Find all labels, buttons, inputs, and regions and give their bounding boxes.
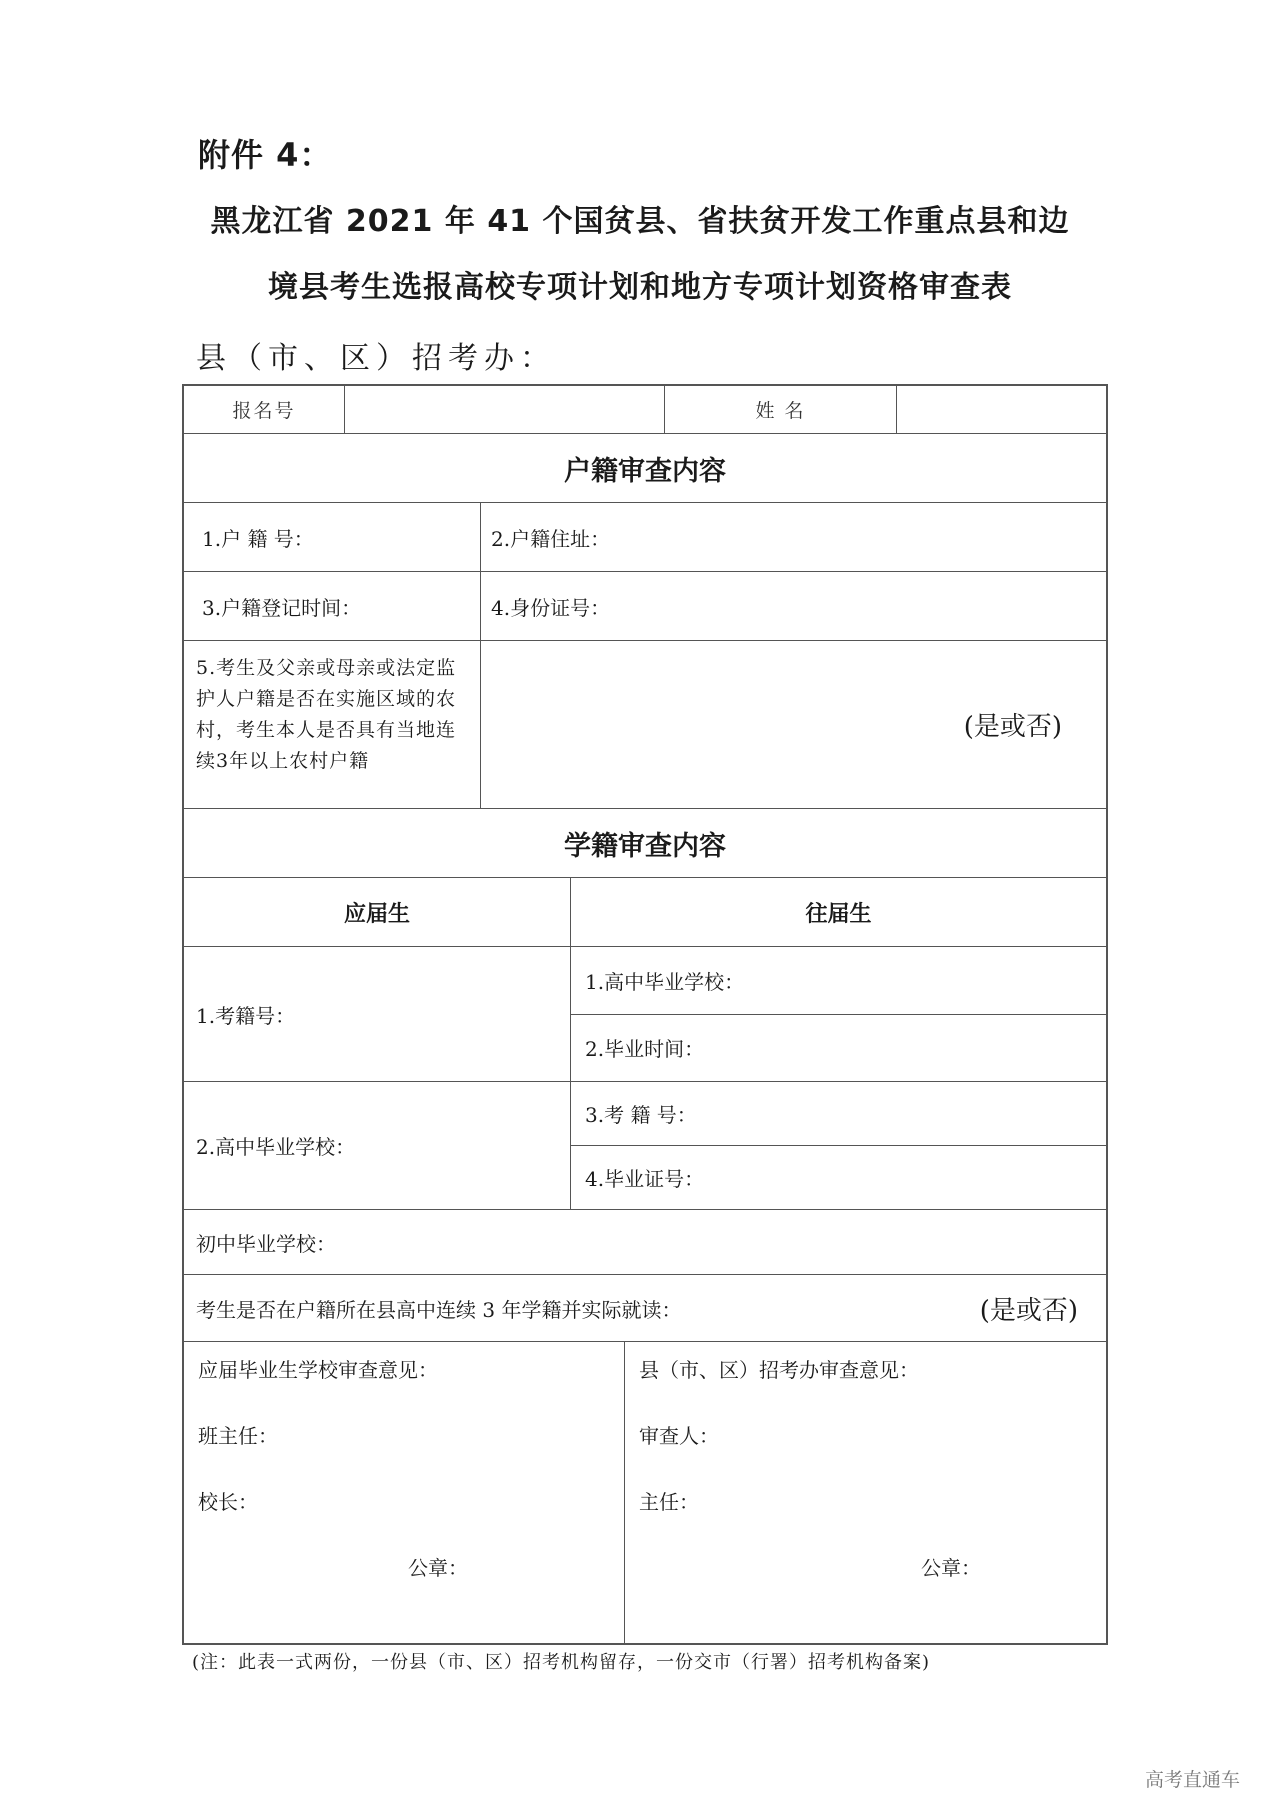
director-label: 主任：: [639, 1490, 699, 1514]
qualification-review-table: [182, 384, 1108, 1645]
past-high-school-field[interactable]: 1.高中毕业学校：: [585, 969, 745, 994]
school-section-title: 学籍审查内容: [564, 830, 726, 862]
document-title-line-1: 黑龙江省 2021 年 41 个国贫县、省扶贫开发工作重点县和边: [210, 204, 1070, 239]
school-seal-label: 公章：: [408, 1556, 468, 1580]
attachment-label: 附件 4：: [198, 136, 333, 174]
current-exam-no-field[interactable]: 1.考籍号：: [196, 1003, 296, 1028]
household-section-title: 户籍审查内容: [564, 455, 726, 487]
past-exam-no-field[interactable]: 3.考 籍 号：: [585, 1103, 697, 1127]
junior-school-row: [184, 1209, 1106, 1274]
school-opinion-box[interactable]: [184, 1342, 624, 1643]
county-office-label: 县（市、区）招考办：: [196, 341, 556, 376]
household-no-field[interactable]: 1.户 籍 号：: [202, 526, 314, 551]
rural-household-question: 5.考生及父亲或母亲或法定监护人户籍是否在实施区域的农村，考生本人是否具有当地连续3年以上农村户籍: [196, 657, 457, 772]
office-seal-label: 公章：: [921, 1556, 981, 1580]
school-row-1: [184, 946, 1106, 1081]
principal-label: 校长：: [198, 1490, 258, 1514]
household-reg-time-field[interactable]: 3.户籍登记时间：: [202, 595, 362, 620]
past-graduate-header: 往届生: [570, 878, 1106, 946]
continuous-enrollment-question: 考生是否在户籍所在县高中连续 3 年学籍并实际就读：: [196, 1297, 682, 1322]
applicant-row: [184, 386, 1106, 433]
graduate-type-header-row: [184, 877, 1106, 946]
document-title-line-2: 境县考生选报高校专项计划和地方专项计划资格审查表: [268, 270, 1012, 305]
household-row-1: [184, 502, 1106, 571]
reviewer-label: 审查人：: [639, 1424, 719, 1448]
past-graduate-fields-2: [570, 1082, 1106, 1209]
rural-household-answer[interactable]: [480, 641, 1106, 808]
school-opinion-title: 应届毕业生学校审查意见：: [198, 1358, 438, 1382]
yes-no-hint: (是或否): [963, 712, 1062, 742]
continuous-enrollment-row: [184, 1274, 1106, 1341]
school-section-header-row: [184, 808, 1106, 877]
household-row-2: [184, 571, 1106, 640]
watermark: 高考直通车: [1145, 1769, 1241, 1791]
name-field[interactable]: [896, 386, 1106, 433]
household-address-field[interactable]: 2.户籍住址：: [480, 503, 1106, 571]
reg-no-label: 报名号: [232, 400, 296, 422]
junior-school-field[interactable]: 初中毕业学校：: [196, 1231, 336, 1256]
office-opinion-box[interactable]: [624, 1342, 1106, 1643]
current-high-school-field[interactable]: 2.高中毕业学校：: [196, 1135, 356, 1159]
office-opinion-title: 县（市、区）招考办审查意见：: [639, 1358, 919, 1382]
id-number-field[interactable]: 4.身份证号：: [480, 572, 1106, 640]
head-teacher-label: 班主任：: [198, 1424, 278, 1448]
footnote: (注：此表一式两份，一份县（市、区）招考机构留存，一份交市（行署）招考机构备案): [192, 1652, 931, 1673]
continuous-enrollment-field[interactable]: [184, 1275, 1106, 1341]
yes-no-hint: (是或否): [979, 1295, 1078, 1326]
current-graduate-header: 应届生: [343, 901, 410, 927]
past-graduation-time-field[interactable]: 2.毕业时间：: [571, 1014, 1106, 1082]
reg-no-field[interactable]: [344, 386, 664, 433]
past-diploma-no-field[interactable]: 4.毕业证号：: [571, 1145, 1106, 1209]
household-section-header-row: [184, 433, 1106, 502]
past-graduate-fields-1: [570, 947, 1106, 1081]
rural-household-row: [184, 640, 1106, 808]
review-opinions-row: [184, 1341, 1106, 1643]
school-row-2: [184, 1081, 1106, 1209]
name-label: 姓 名: [664, 386, 896, 433]
